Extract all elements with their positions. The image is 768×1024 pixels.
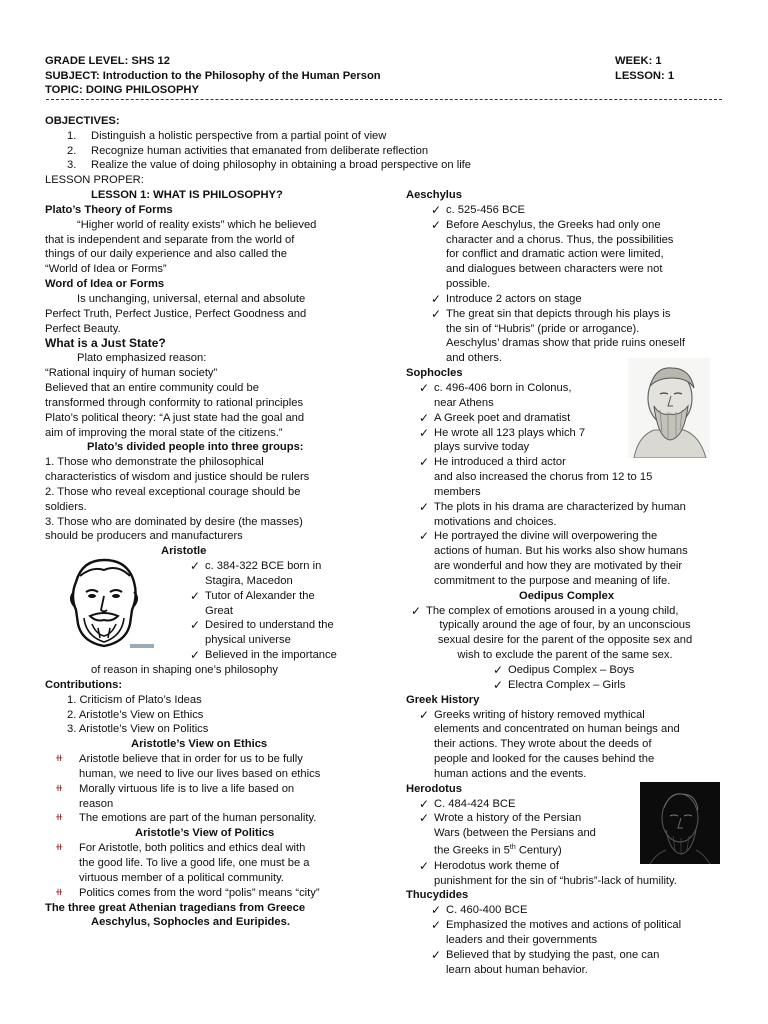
text-line: learn about human behavior. [446,963,588,976]
text-line: typically around the age of four, by an unconscious [439,619,691,632]
text-line: wish to exclude the parent of the same sex. [457,649,673,662]
text-line: “Higher world of reality exists” which he believed [77,218,317,231]
thucydides-fact: ✓ Believed that by studying the past, one can [426,948,724,963]
politics-heading: Aristotle’s View of Politics [135,827,275,840]
check-icon: ✓ [430,202,442,217]
bullet-icon: ⧺ [55,753,64,765]
aeschylus-fact: ✓ Introduce 2 actors on stage [426,292,724,307]
herodotus-fact: ✓ C. 484-424 BCE [414,797,724,812]
bullet-icon: ⧺ [55,812,64,824]
text-line: that is independent and separate from the world of [45,233,295,246]
aristotle-fact: ✓ Tutor of Alexander the [185,589,390,604]
text-line: aim of improving the moral state of the citizens.” [45,426,283,439]
grade-level: GRADE LEVEL: SHS 12 [45,55,170,67]
check-icon: ✓ [430,291,442,306]
sophocles-fact: ✓ He portrayed the divine will overpowering the [414,529,724,544]
objectives-section [45,114,735,188]
oedipus-definition: ✓ The complex of emotions aroused in a young child, [406,604,724,619]
sophocles-fact: ✓ He wrote all 123 plays which 7 [414,426,724,441]
aristotle-fact: ✓ Desired to understand the [185,618,390,633]
contributions-heading: Contributions: [45,678,123,691]
check-icon: ✓ [418,499,430,514]
lesson-title: LESSON 1: WHAT IS PHILOSOPHY? [91,189,283,201]
check-icon: ✓ [418,410,430,425]
text-line: possible. [446,278,491,291]
tragedians-names: Aeschylus, Sophocles and Euripides. [91,916,290,929]
text-line: Wars (between the Persians and [434,827,596,840]
greek-history-heading: Greek History [406,693,480,706]
complex-item: ✓ Oedipus Complex – Boys [488,663,724,678]
greek-history-fact: ✓ Greeks writing of history removed mythical [414,708,724,723]
text-line: “World of Idea or Forms” [45,263,167,276]
thucydides-fact: ✓ Emphasized the motives and actions of political [426,918,724,933]
check-icon: ✓ [430,306,442,321]
objective-item: 2. Recognize human activities that emanated from deliberate reflection [67,144,429,157]
text-line: the Greeks in 5th Century) [434,844,562,857]
text-line: transformed through conformity to rational principles [45,396,304,409]
check-icon: ✓ [189,588,201,603]
text-line: should be producers and manufacturers [45,530,243,543]
aeschylus-fact: ✓ The great sin that depicts through his plays is [426,307,724,322]
check-icon: ✓ [430,903,442,918]
check-icon: ✓ [418,811,430,826]
text-line: elements and concentrated on human beings and [434,723,680,736]
herodotus-portrait-image [640,782,720,864]
document-header [45,54,725,98]
thucydides-fact: ✓ C. 460-400 BCE [426,903,724,918]
lesson-number: LESSON: 1 [615,69,675,82]
text-line: their actions. They wrote about the deeds of [434,738,652,751]
oedipus-heading: Oedipus Complex [519,589,615,602]
ethics-heading: Aristotle’s View on Ethics [131,738,268,751]
herodotus-heading: Herodotus [406,782,462,795]
check-icon: ✓ [418,529,430,544]
aeschylus-fact: ✓ Before Aeschylus, the Greeks had only one [426,218,724,233]
objective-item: 1. Distinguish a holistic perspective from a partial point of view [67,129,387,142]
check-icon: ✓ [418,796,430,811]
text-line: sexual desire for the parent of the opposite sex and [437,634,693,647]
sophocles-bust-image [628,358,710,458]
contribution-item: 3. Aristotle’s View on Politics [67,723,209,736]
text-line: Perfect Truth, Perfect Justice, Perfect Goodness and [45,307,307,320]
aeschylus-fact: ✓ c. 525-456 BCE [426,203,724,218]
check-icon: ✓ [418,380,430,395]
text-line: reason [79,797,114,810]
text-line: plays survive today [434,441,530,454]
aeschylus-heading: Aeschylus [406,189,462,201]
check-icon: ✓ [189,648,201,663]
thucydides-heading: Thucydides [406,889,469,902]
aristotle-fact: ✓ Believed in the importance [185,648,390,663]
groups-heading: Plato’s divided people into three groups: [87,441,304,454]
aristotle-portrait-image [46,552,158,652]
dashed-divider [46,99,722,100]
text-line: Stagira, Macedon [205,574,293,587]
ethics-point: ⧺ The emotions are part of the human personality. [45,811,390,826]
sophocles-fact: ✓ The plots in his drama are characterized by human [414,500,724,515]
text-line: and dialogues between characters were not [446,263,663,276]
text-line: Plato emphasized reason: [77,352,207,365]
subject: SUBJECT: Introduction to the Philosophy of the Human Person [45,69,381,82]
politics-point: ⧺ Politics comes from the word “polis” means “city” [45,886,390,901]
text-line: 3. Those who are dominated by desire (the masses) [45,515,303,528]
text-line: for conflict and dramatic action were limited, [446,248,664,261]
text-line: human, we need to live our lives based on ethics [79,767,321,780]
bullet-icon: ⧺ [55,842,64,854]
politics-point: ⧺ For Aristotle, both politics and ethics deal with [45,841,390,856]
text-line: and also increased the chorus from 12 to 15 [434,471,653,484]
text-line: members [434,485,481,498]
ethics-point: ⧺ Aristotle believe that in order for us to be fully [45,752,390,767]
bullet-icon: ⧺ [55,782,64,794]
herodotus-fact: ✓ Herodotus work theme of [414,859,724,874]
text-line: human actions and the events. [434,767,587,780]
text-line: leaders and their governments [446,933,598,946]
text-line: Perfect Beauty. [45,322,121,335]
check-icon: ✓ [430,217,442,232]
text-line: Plato’s political theory: “A just state had the goal and [45,411,305,424]
text-line: the sin of “Hubris” (pride or arrogance). [446,322,640,335]
text-line: the good life. To live a good life, one must be a [79,856,310,869]
aristotle-heading: Aristotle [161,545,207,558]
text-line: “Rational inquiry of human society” [45,367,218,380]
contribution-item: 1. Criticism of Plato’s Ideas [67,693,202,706]
text-line: character and a chorus. Thus, the possibilities [446,233,674,246]
text-line: 1. Those who demonstrate the philosophical [45,456,264,469]
check-icon: ✓ [418,858,430,873]
text-line: commitment to the purpose and meaning of life. [434,574,671,587]
check-icon: ✓ [430,947,442,962]
aristotle-fact: ✓ c. 384-322 BCE born in [185,559,390,574]
check-icon: ✓ [418,707,430,722]
check-icon: ✓ [189,618,201,633]
check-icon: ✓ [418,455,430,470]
text-line: Believed that an entire community could be [45,381,259,394]
text-line: near Athens [434,396,494,409]
complex-item: ✓ Electra Complex – Girls [488,678,724,693]
sophocles-fact: ✓ A Greek poet and dramatist [414,411,724,426]
forms-heading: Plato’s Theory of Forms [45,203,173,216]
text-line: characteristics of wisdom and justice should be rulers [45,471,310,484]
text-line: 2. Those who reveal exceptional courage should be [45,485,301,498]
text-line: physical universe [205,634,291,647]
check-icon: ✓ [410,603,422,618]
lesson-proper-label: LESSON PROPER: [45,174,144,187]
topic: TOPIC: DOING PHILOSOPHY [45,84,199,97]
text-line: actions of human. But his works also show humans [434,545,688,558]
just-state-heading: What is a Just State? [45,336,166,351]
tragedians-heading: The three great Athenian tragedians from Greece [45,901,306,914]
text-line: Aeschylus’ dramas show that pride ruins oneself [446,337,685,350]
bullet-icon: ⧺ [55,886,64,898]
sophocles-heading: Sophocles [406,367,463,380]
check-icon: ✓ [430,918,442,933]
text-line: people and looked for the causes behind the [434,753,655,766]
text-line: of reason in shaping one’s philosophy [91,664,279,676]
objectives-heading: OBJECTIVES: [45,115,120,127]
text-line: motivations and choices. [434,515,557,528]
sophocles-fact: ✓ He introduced a third actor [414,455,724,470]
text-line: Is unchanging, universal, eternal and absolute [77,292,306,305]
herodotus-fact: ✓ Wrote a history of the Persian [414,811,724,826]
ethics-point: ⧺ Morally virtuous life is to live a life based on [45,782,390,797]
check-icon: ✓ [492,663,504,677]
contribution-item: 2. Aristotle’s View on Ethics [67,708,204,721]
text-line: Great [205,604,233,617]
text-line: virtuous member of a political community. [79,871,284,884]
check-icon: ✓ [418,425,430,440]
text-line: and others. [446,352,502,365]
week: WEEK: 1 [615,55,662,67]
text-line: punishment for the sin of “hubris”-lack of humility. [434,874,677,887]
text-line: soldiers. [45,500,87,513]
text-line: are wonderful and how they are motivated by their [434,560,683,573]
idea-heading: Word of Idea or Forms [45,278,165,291]
check-icon: ✓ [492,677,504,692]
sophocles-fact: ✓ c. 496-406 born in Colonus, [414,381,724,396]
objective-item: 3. Realize the value of doing philosophy in obtaining a broad perspective on life [67,159,472,172]
check-icon: ✓ [189,559,201,574]
text-line: things of our daily experience and also called the [45,248,287,261]
